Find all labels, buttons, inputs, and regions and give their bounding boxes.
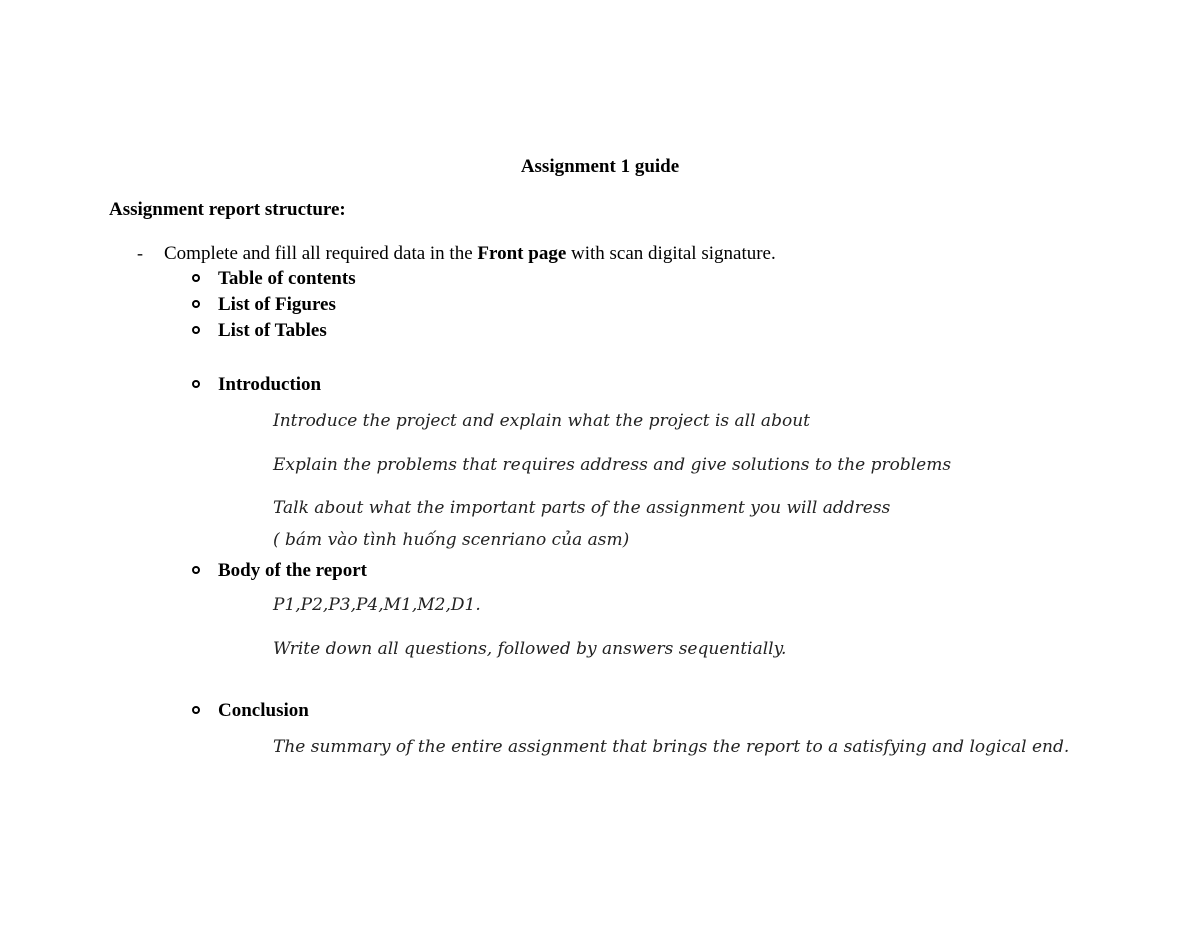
document-title: Assignment 1 guide: [520, 156, 680, 177]
front-page-emphasis: Front page: [477, 243, 567, 264]
body-line: Write down all questions, followed by answers sequentially.: [273, 639, 787, 659]
section-label-conclusion: Conclusion: [218, 700, 309, 721]
bullet-circle-icon: [192, 380, 200, 388]
body-line: P1,P2,P3,P4,M1,M2,D1.: [273, 595, 481, 615]
bullet-circle-icon: [192, 326, 200, 334]
structure-heading: Assignment report structure:: [109, 199, 346, 220]
introduction-line: Explain the problems that requires address and give solutions to the problems: [273, 455, 952, 475]
front-page-instruction: [164, 244, 776, 263]
introduction-line: Introduce the project and explain what the project is all about: [273, 411, 810, 431]
section-label-list-of-figures: List of Figures: [218, 294, 336, 315]
introduction-note: ( bám vào tình huống scenriano của asm): [273, 530, 630, 550]
instruction-text-before: Complete and fill all required data in the: [164, 243, 478, 264]
dash-marker: -: [137, 243, 143, 263]
section-label-table-of-contents: Table of contents: [218, 268, 356, 289]
bullet-circle-icon: [192, 566, 200, 574]
introduction-line: Talk about what the important parts of the assignment you will address: [273, 498, 891, 518]
bullet-circle-icon: [192, 706, 200, 714]
section-label-list-of-tables: List of Tables: [218, 320, 327, 341]
conclusion-line: The summary of the entire assignment that brings the report to a satisfying and logical end.: [273, 737, 1070, 757]
section-label-introduction: Introduction: [218, 374, 322, 395]
instruction-text-after: with scan digital signature.: [566, 243, 776, 264]
bullet-circle-icon: [192, 274, 200, 282]
section-label-body-of-report: Body of the report: [218, 560, 367, 581]
bullet-circle-icon: [192, 300, 200, 308]
